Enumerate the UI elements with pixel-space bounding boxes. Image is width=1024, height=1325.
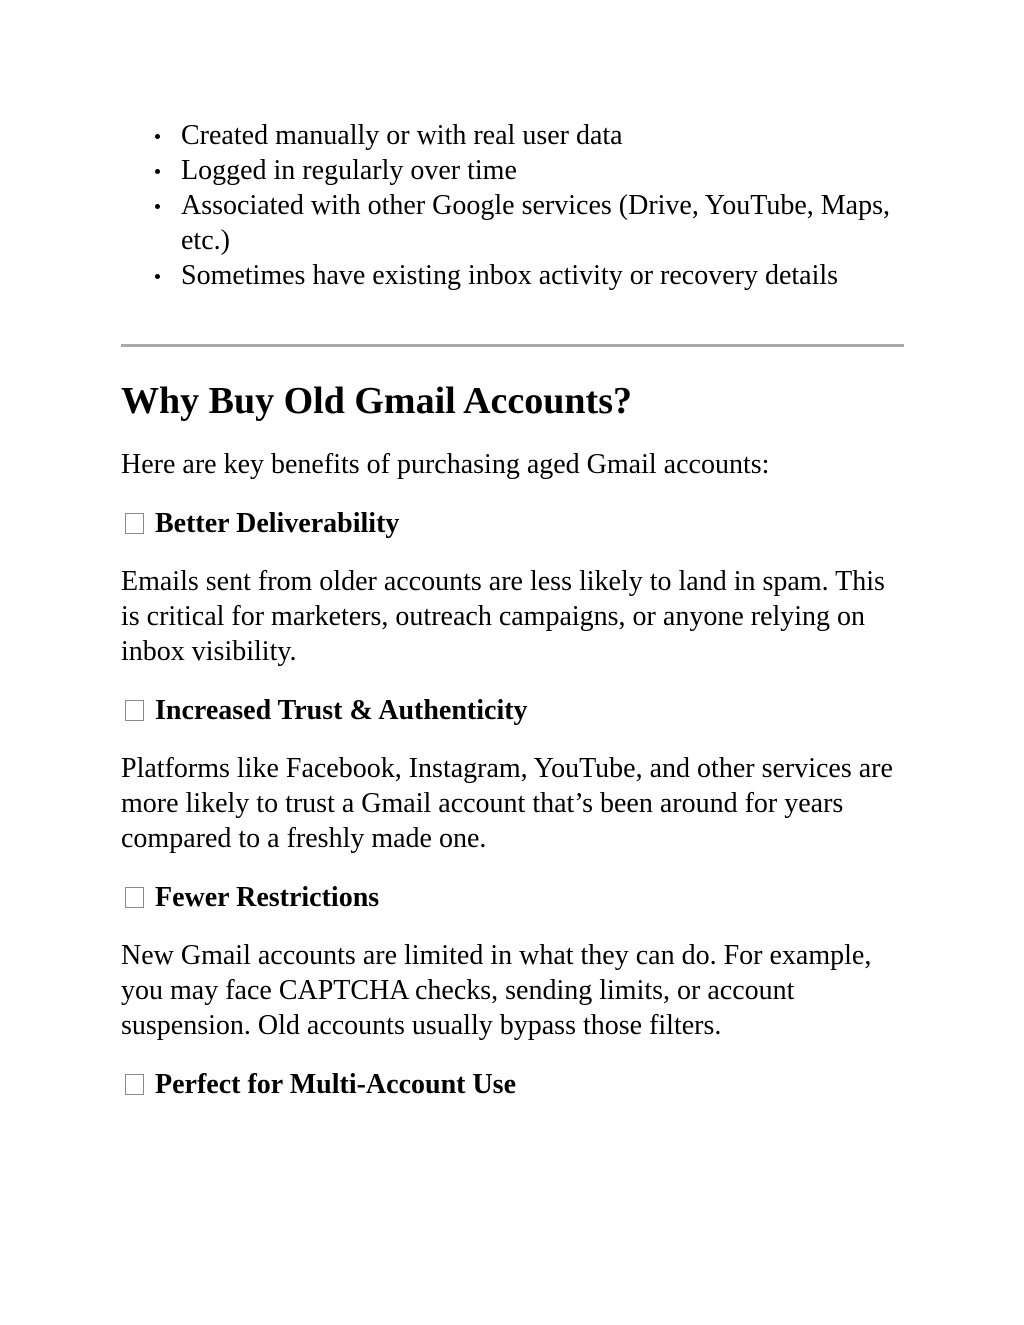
benefit-body: Platforms like Facebook, Instagram, YouTube, and other services are more likely to trust a Gmail account that’s been around for years compared to a freshly made one. bbox=[121, 753, 893, 854]
list-item bbox=[121, 188, 904, 258]
horizontal-divider bbox=[121, 344, 904, 347]
benefit-heading bbox=[121, 506, 904, 541]
document-page bbox=[121, 118, 904, 1102]
benefit-body: Emails sent from older accounts are less likely to land in spam. This is critical for marketers, outreach campaigns, or anyone relying on inbox visibility. bbox=[121, 566, 885, 667]
bullet-icon bbox=[155, 169, 160, 174]
benefit-title: Better Deliverability bbox=[155, 508, 400, 539]
list-item-text: Logged in regularly over time bbox=[181, 155, 517, 186]
section-intro: Here are key benefits of purchasing aged Gmail accounts: bbox=[121, 449, 770, 480]
list-item bbox=[121, 258, 904, 293]
bullet-icon bbox=[155, 204, 160, 209]
missing-glyph-icon bbox=[125, 513, 144, 534]
missing-glyph-icon bbox=[125, 887, 144, 908]
benefit-heading bbox=[121, 693, 904, 728]
missing-glyph-icon bbox=[125, 1074, 144, 1095]
benefit-heading bbox=[121, 1067, 904, 1102]
list-item bbox=[121, 118, 904, 153]
benefit-body: New Gmail accounts are limited in what they can do. For example, you may face CAPTCHA checks, sending limits, or account suspension. Old accounts usually bypass those filters. bbox=[121, 940, 872, 1041]
benefit-title: Increased Trust & Authenticity bbox=[155, 695, 528, 726]
features-bullet-list bbox=[121, 118, 904, 293]
section-heading: Why Buy Old Gmail Accounts? bbox=[121, 380, 632, 422]
benefit-title: Perfect for Multi-Account Use bbox=[155, 1069, 517, 1100]
benefit-title: Fewer Restrictions bbox=[155, 882, 380, 913]
benefit-heading bbox=[121, 880, 904, 915]
list-item-text: Created manually or with real user data bbox=[181, 120, 623, 151]
missing-glyph-icon bbox=[125, 700, 144, 721]
bullet-icon bbox=[155, 274, 160, 279]
bullet-icon bbox=[155, 134, 160, 139]
list-item-text: Associated with other Google services (Drive, YouTube, Maps, etc.) bbox=[181, 190, 890, 256]
list-item-text: Sometimes have existing inbox activity or recovery details bbox=[181, 260, 839, 291]
list-item bbox=[121, 153, 904, 188]
